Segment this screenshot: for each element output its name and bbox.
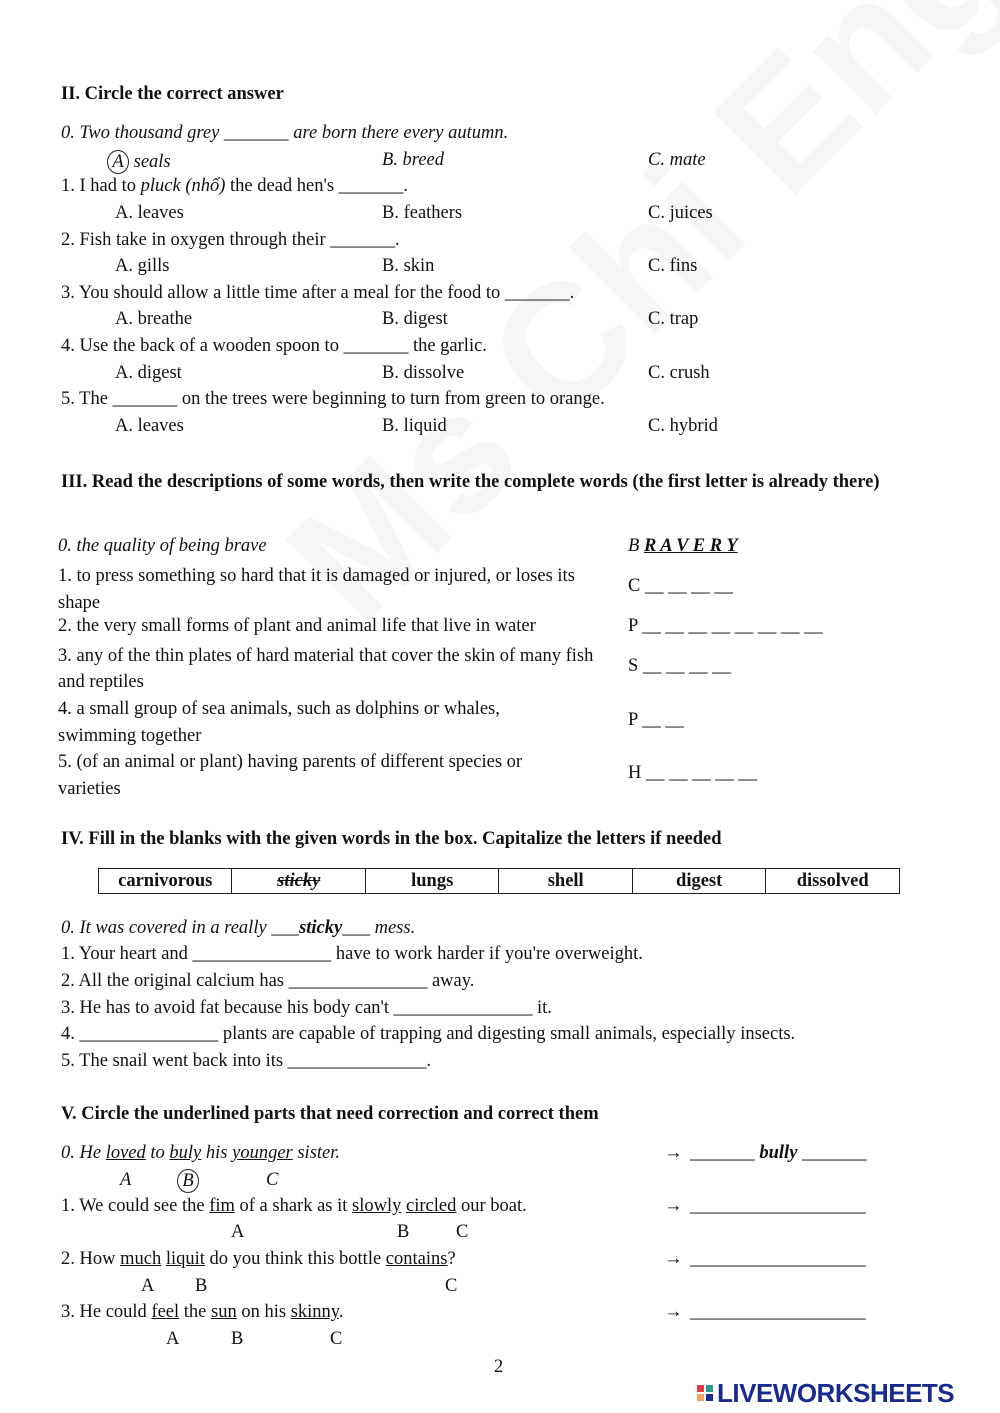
q1-option-b[interactable]: B. feathers bbox=[382, 203, 463, 223]
q2-label-c[interactable]: C bbox=[445, 1276, 458, 1296]
section-5-title: V. Circle the underlined parts that need correction and correct them bbox=[61, 1104, 599, 1124]
example-label-c: C bbox=[266, 1170, 279, 1190]
section-3-title: III. Read the descriptions of some words, then write the complete words (the first letter is already there) bbox=[61, 472, 880, 492]
q2-option-c[interactable]: C. fins bbox=[648, 256, 698, 276]
q3-option-a[interactable]: A. breathe bbox=[115, 309, 193, 329]
logo-grid-icon bbox=[697, 1385, 713, 1401]
q3-option-c[interactable]: C. trap bbox=[648, 309, 699, 329]
q5-option-b[interactable]: B. liquid bbox=[382, 416, 447, 436]
word-1-blanks[interactable]: C __ __ __ __ bbox=[628, 576, 733, 596]
box-word-digest: digest bbox=[632, 869, 765, 894]
q1-text: 1. I had to pluck (nhổ) the dead hen's _______. bbox=[61, 176, 409, 196]
q0-option-a: A seals bbox=[110, 150, 171, 174]
desc-5: 5. (of an animal or plant) having parents of different species or varieties bbox=[58, 752, 523, 799]
example-label-a: A bbox=[120, 1170, 132, 1190]
desc-2: 2. the very small forms of plant and animal life that live in water bbox=[58, 616, 536, 636]
q2-text: 2. Fish take in oxygen through their _______. bbox=[61, 230, 400, 250]
arrow-icon: → bbox=[664, 1249, 683, 1269]
box-word-lungs: lungs bbox=[365, 869, 498, 894]
word-3-blanks[interactable]: S __ __ __ __ bbox=[628, 656, 731, 676]
desc-4: 4. a small group of sea animals, such as dolphins or whales, swimming together bbox=[58, 699, 500, 746]
q1-label-b[interactable]: B bbox=[397, 1222, 410, 1242]
word-0: B R A V E R Y bbox=[628, 536, 738, 556]
example-label-b bbox=[180, 1169, 199, 1193]
q1-label-c[interactable]: C bbox=[456, 1222, 469, 1242]
example-answer: _______ bully _______ bbox=[690, 1143, 867, 1163]
q1-option-a[interactable]: A. leaves bbox=[115, 203, 184, 223]
q2-label-a[interactable]: A bbox=[141, 1276, 155, 1296]
section-4-title: IV. Fill in the blanks with the given words in the box. Capitalize the letters if needed bbox=[61, 829, 722, 849]
q4-option-a[interactable]: A. digest bbox=[115, 363, 182, 383]
fill-sentence-5[interactable]: 5. The snail went back into its _______________. bbox=[61, 1051, 432, 1071]
fill-sentence-3[interactable]: 3. He has to avoid fat because his body can't _______________ it. bbox=[61, 998, 552, 1018]
correction-example: 0. He loved to buly his younger sister. bbox=[61, 1143, 341, 1163]
desc-0: 0. the quality of being brave bbox=[58, 536, 267, 556]
q2-label-b[interactable]: B bbox=[195, 1276, 208, 1296]
arrow-icon: → bbox=[664, 1143, 683, 1163]
q0-option-c: C. mate bbox=[648, 150, 706, 170]
word-5-blanks[interactable]: H __ __ __ __ __ bbox=[628, 763, 757, 783]
q0-option-b: B. breed bbox=[382, 150, 444, 170]
watermark bbox=[250, 0, 1000, 659]
q5-text: 5. The _______ on the trees were beginning to turn from green to orange. bbox=[61, 389, 605, 409]
box-word-sticky: sticky bbox=[232, 869, 365, 894]
correction-q1: 1. We could see the fim of a shark as it slowly circled our boat. bbox=[61, 1196, 527, 1216]
q4-option-c[interactable]: C. crush bbox=[648, 363, 710, 383]
page-number: 2 bbox=[494, 1357, 504, 1377]
q3-label-c[interactable]: C bbox=[330, 1329, 343, 1349]
fill-sentence-1[interactable]: 1. Your heart and _______________ have to work harder if you're overweight. bbox=[61, 944, 643, 964]
q0-text: 0. Two thousand grey _______ are born there every autumn. bbox=[61, 123, 509, 143]
fill-sentence-4[interactable]: 4. _______________ plants are capable of trapping and digesting small animals, especially insects. bbox=[61, 1024, 796, 1044]
q2-option-b[interactable]: B. skin bbox=[382, 256, 435, 276]
q4-text: 4. Use the back of a wooden spoon to _______ the garlic. bbox=[61, 336, 487, 356]
q3-label-a[interactable]: A bbox=[166, 1329, 180, 1349]
q2-answer-line[interactable]: ___________________ bbox=[690, 1249, 866, 1269]
correction-q2: 2. How much liquit do you think this bottle contains? bbox=[61, 1249, 456, 1269]
word-2-blanks[interactable]: P __ __ __ __ __ __ __ __ bbox=[628, 616, 823, 636]
q1-option-c[interactable]: C. juices bbox=[648, 203, 713, 223]
circled-label-b: B bbox=[177, 1169, 199, 1193]
box-word-dissolved: dissolved bbox=[766, 869, 900, 894]
q1-answer-line[interactable]: ___________________ bbox=[690, 1196, 866, 1216]
desc-1: 1. to press something so hard that it is damaged or injured, or loses its shape bbox=[58, 566, 575, 613]
q3-answer-line[interactable]: ___________________ bbox=[690, 1302, 866, 1322]
q3-label-b[interactable]: B bbox=[231, 1329, 244, 1349]
word-4-blanks[interactable]: P __ __ bbox=[628, 710, 684, 730]
liveworksheets-logo[interactable] bbox=[697, 1377, 954, 1409]
q5-option-c[interactable]: C. hybrid bbox=[648, 416, 718, 436]
correction-q3: 3. He could feel the sun on his skinny. bbox=[61, 1302, 344, 1322]
q3-text: 3. You should allow a little time after a meal for the food to _______. bbox=[61, 283, 575, 303]
section-2-title: II. Circle the correct answer bbox=[61, 84, 284, 104]
circled-answer: A bbox=[107, 150, 129, 174]
word-box bbox=[98, 868, 900, 894]
fill-sentence-2[interactable]: 2. All the original calcium has _______________ away. bbox=[61, 971, 475, 991]
q5-option-a[interactable]: A. leaves bbox=[115, 416, 184, 436]
desc-3: 3. any of the thin plates of hard material that cover the skin of many fish and reptiles bbox=[58, 646, 594, 692]
q4-option-b[interactable]: B. dissolve bbox=[382, 363, 465, 383]
arrow-icon: → bbox=[664, 1196, 683, 1216]
q3-option-b[interactable]: B. digest bbox=[382, 309, 448, 329]
q2-option-a[interactable]: A. gills bbox=[115, 256, 170, 276]
arrow-icon: → bbox=[664, 1302, 683, 1322]
fill-example: 0. It was covered in a really ___sticky___ mess. bbox=[61, 918, 416, 938]
box-word-shell: shell bbox=[499, 869, 632, 894]
box-word-carnivorous: carnivorous bbox=[99, 869, 232, 894]
q1-label-a[interactable]: A bbox=[231, 1222, 245, 1242]
logo-text: LIVEWORKSHEETS bbox=[717, 1377, 955, 1408]
